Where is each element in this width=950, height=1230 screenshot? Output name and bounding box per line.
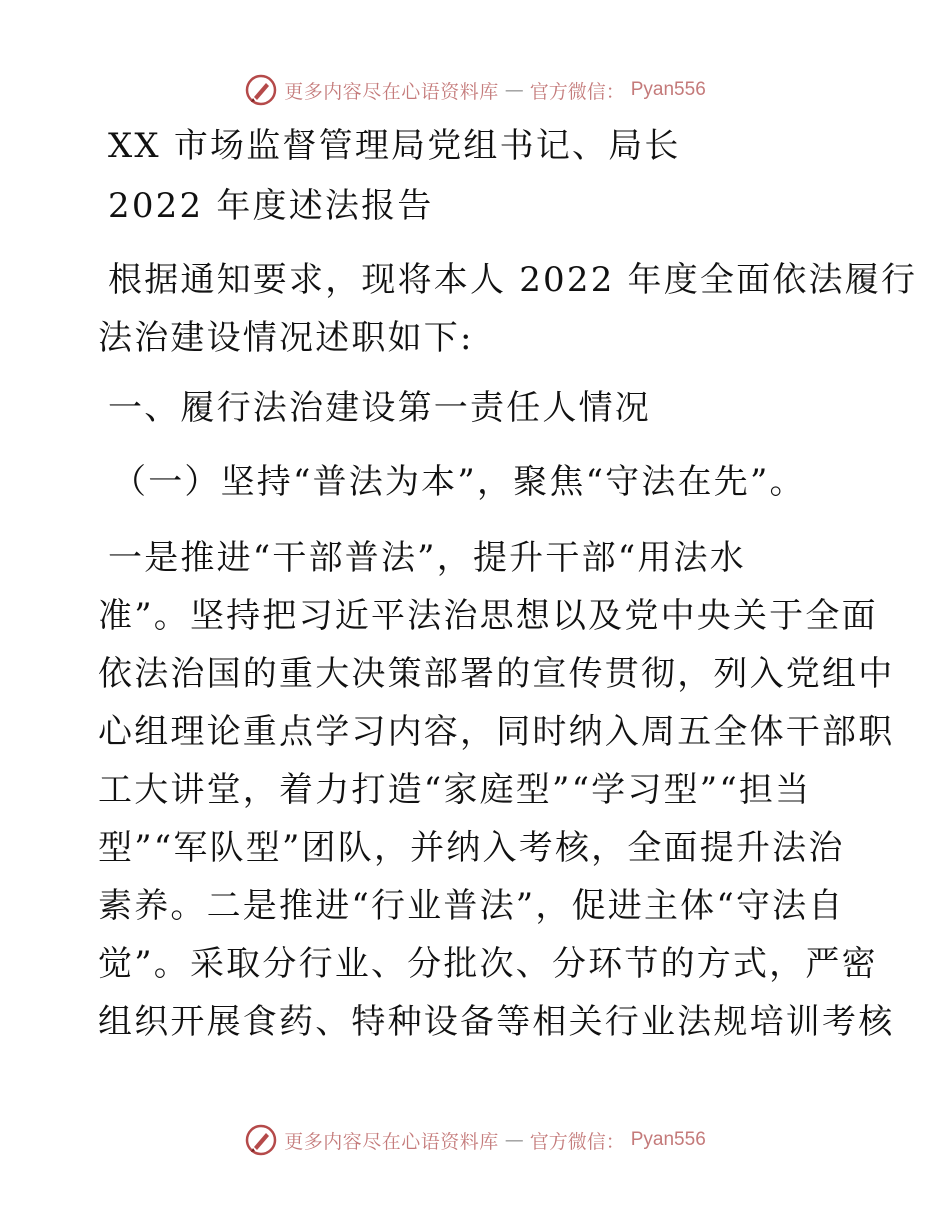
watermark-text: 更多内容尽在心语资料库 [284, 80, 499, 103]
document-title-line1: XX 市场监督管理局党组书记、局长 [108, 126, 681, 166]
pen-logo-icon [244, 1123, 278, 1157]
body-line: 型”“军队型”团队，并纳入考核，全面提升法治 [98, 828, 845, 868]
watermark-header [0, 70, 950, 110]
pen-logo-icon [244, 73, 278, 107]
watermark-wechat-label: 官方微信： [529, 80, 625, 103]
body-line: 组织开展食药、特种设备等相关行业法规培训考核 [98, 1002, 895, 1042]
document-body [98, 122, 918, 1046]
body-line: 觉”。采取分行业、分批次、分环节的方式，严密 [98, 944, 878, 984]
body-line: 心组理论重点学习内容，同时纳入周五全体干部职 [98, 712, 895, 752]
body-line: 工大讲堂，着力打造“家庭型”“学习型”“担当 [98, 770, 812, 810]
watermark-wechat-id: Pyan556 [630, 79, 706, 100]
body-line: 素养。二是推进“行业普法”，促进主体“守法自 [98, 886, 845, 926]
document-title-line2: 2022 年度述法报告 [108, 186, 434, 226]
body-line: 一是推进“干部普法”，提升干部“用法水 [108, 538, 746, 578]
watermark-text: 更多内容尽在心语资料库 [284, 1130, 499, 1153]
watermark-footer [0, 1120, 950, 1160]
section-heading: 一、履行法治建设第一责任人情况 [108, 388, 651, 428]
watermark-wechat-id: Pyan556 [630, 1129, 706, 1150]
watermark-wechat-label: 官方微信： [529, 1130, 625, 1153]
body-line: 依法治国的重大决策部署的宣传贯彻，列入党组中 [98, 654, 895, 694]
watermark-dash: — [504, 79, 524, 101]
body-line: 准”。坚持把习近平法治思想以及党中央关于全面 [98, 596, 878, 636]
intro-line: 根据通知要求，现将本人 2022 年度全面依法履行 [108, 260, 918, 300]
subsection-heading: （一）坚持“普法为本”，聚焦“守法在先”。 [112, 462, 806, 502]
watermark-dash: — [504, 1129, 524, 1151]
intro-line: 法治建设情况述职如下: [98, 318, 474, 358]
